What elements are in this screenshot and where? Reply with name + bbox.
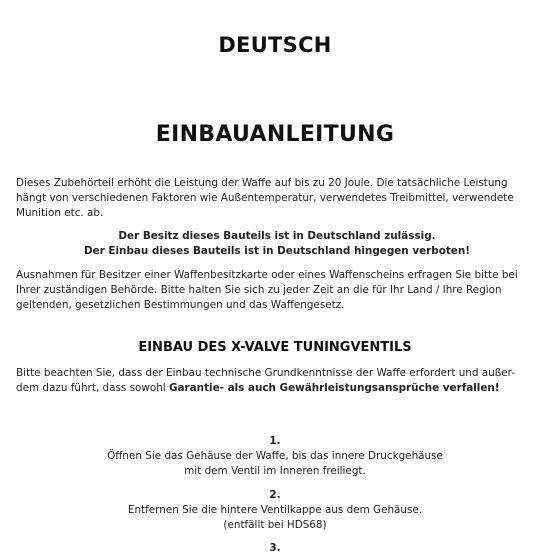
step-number: 1.	[269, 435, 281, 447]
warranty-warning: Garantie- als auch Gewährleistungsansprüche verfallen!	[169, 382, 500, 394]
step-text: Öffnen Sie das Gehäuse der Waffe, bis das innere Druckgehäuse	[107, 450, 443, 462]
intro-line: hängt von verschiedenen Faktoren wie Außentemperatur, verwendetes Treibmittel, verwendete	[16, 192, 514, 204]
intro-line: Munition etc. ab.	[16, 207, 104, 219]
step-1	[0, 434, 550, 479]
warning-paragraph	[16, 366, 538, 396]
exceptions-paragraph	[16, 268, 538, 313]
legal-notice	[16, 229, 538, 259]
warning-text: dem dazu führt, dass sowohl	[16, 382, 169, 394]
step-3	[0, 541, 550, 556]
intro-line: Dieses Zubehörteil erhöht die Leistung der Waffe auf bis zu 20 Joule. Die tatsächliche Leistung	[16, 177, 508, 189]
language-heading: DEUTSCH	[218, 33, 332, 57]
intro-paragraph	[16, 176, 538, 221]
step-number: 2.	[269, 489, 281, 501]
section-heading: EINBAU DES X-VALVE TUNINGVENTILS	[138, 340, 412, 355]
step-2	[0, 488, 550, 533]
step-text: mit dem Ventil im Inneren freiliegt.	[184, 465, 366, 477]
legal-line-installation: Der Einbau dieses Bauteils ist in Deutschland hingegen verboten!	[83, 245, 470, 257]
legal-line-possession: Der Besitz dieses Bauteils ist in Deutschland zulässig.	[118, 230, 436, 242]
step-text: (entfällt bei HDS68)	[223, 519, 327, 531]
exceptions-line: geltenden, gesetzlichen Bestimmungen und das Waffengesetz.	[16, 299, 345, 311]
step-text: Entfernen Sie die hintere Ventilkappe aus dem Gehäuse.	[127, 504, 423, 516]
page-title: EINBAUANLEITUNG	[155, 122, 395, 147]
warning-line	[16, 381, 538, 396]
exceptions-line: Ihrer zuständigen Behörde. Bitte halten Sie sich zu jeder Zeit an die für Ihr Land / Ihre Region	[16, 284, 502, 296]
warning-line: Bitte beachten Sie, dass der Einbau technische Grundkenntnisse der Waffe erfordert und außer-	[16, 367, 516, 379]
exceptions-line: Ausnahmen für Besitzer einer Waffenbesitzkarte oder eines Waffenscheins erfragen Sie bitte bei	[16, 269, 518, 281]
step-number: 3.	[269, 542, 281, 554]
